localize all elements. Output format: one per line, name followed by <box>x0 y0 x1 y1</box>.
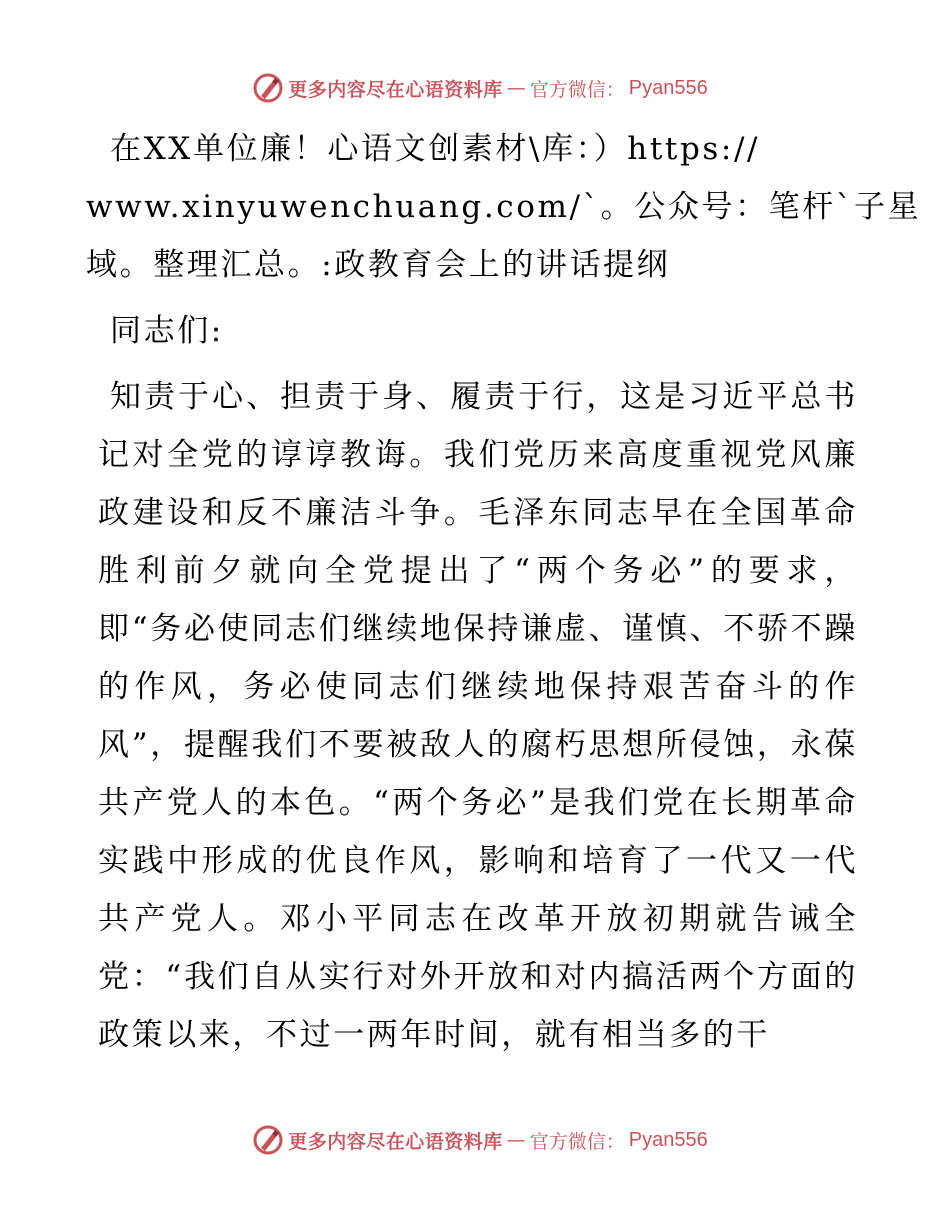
watermark-wechat-id: Pyan556 <box>628 76 708 99</box>
watermark-separator: — <box>506 1129 526 1151</box>
watermark-wechat-label: 官方微信： <box>529 78 625 101</box>
footer-watermark-content <box>252 1124 708 1156</box>
watermark-separator: — <box>506 77 526 99</box>
watermark-wechat-id: Pyan556 <box>628 1128 708 1151</box>
watermark-wechat-label: 官方微信： <box>529 1130 625 1153</box>
greeting: 同志们: <box>110 313 224 349</box>
title-line-2: www.xinyuwenchuang.com/`。公众号：笔杆`子星 <box>86 189 922 225</box>
watermark-slogan: 更多内容尽在心语资料库 <box>288 1130 503 1153</box>
header-watermark-banner <box>0 68 950 108</box>
body-paragraph: 知责于心、担责于身、履责于行，这是习近平总书记对全党的谆谆教诲。我们党历来高度重视党风廉政建设和反不廉洁斗争。毛泽东同志早在全国革命胜利前夕就向全党提出了“两个务必”的要求，即“务必使同志们继续地保持谦虚、谨慎、不骄不躁的作风，务必使同志们继续地保持艰苦奋斗的作风”，提醒我们不要被敌人的腐朽思想所侵蚀，永葆共产党人的本色。“两个务必”是我们党在长期革命实践中形成的优良作风，影响和培育了一代又一代共产党人。邓小平同志在改革开放初期就告诫全党：“我们自从实行对外开放和对内搞活两个方面的政策以来，不过一两年时间，就有相当多的干 <box>98 379 858 1053</box>
footer-watermark-banner <box>0 1120 950 1160</box>
title-line-3: 域。整理汇总。:政教育会上的讲话提纲 <box>86 247 671 283</box>
watermark-slogan: 更多内容尽在心语资料库 <box>288 78 503 101</box>
pen-circle-logo-icon <box>252 1124 284 1156</box>
header-watermark-content <box>252 72 708 104</box>
title-line-1: 在XX单位廉！心语文创素材\库：）https:// <box>110 131 761 167</box>
document-title <box>86 120 922 294</box>
document-body <box>86 120 922 1064</box>
pen-circle-logo-icon <box>252 72 284 104</box>
